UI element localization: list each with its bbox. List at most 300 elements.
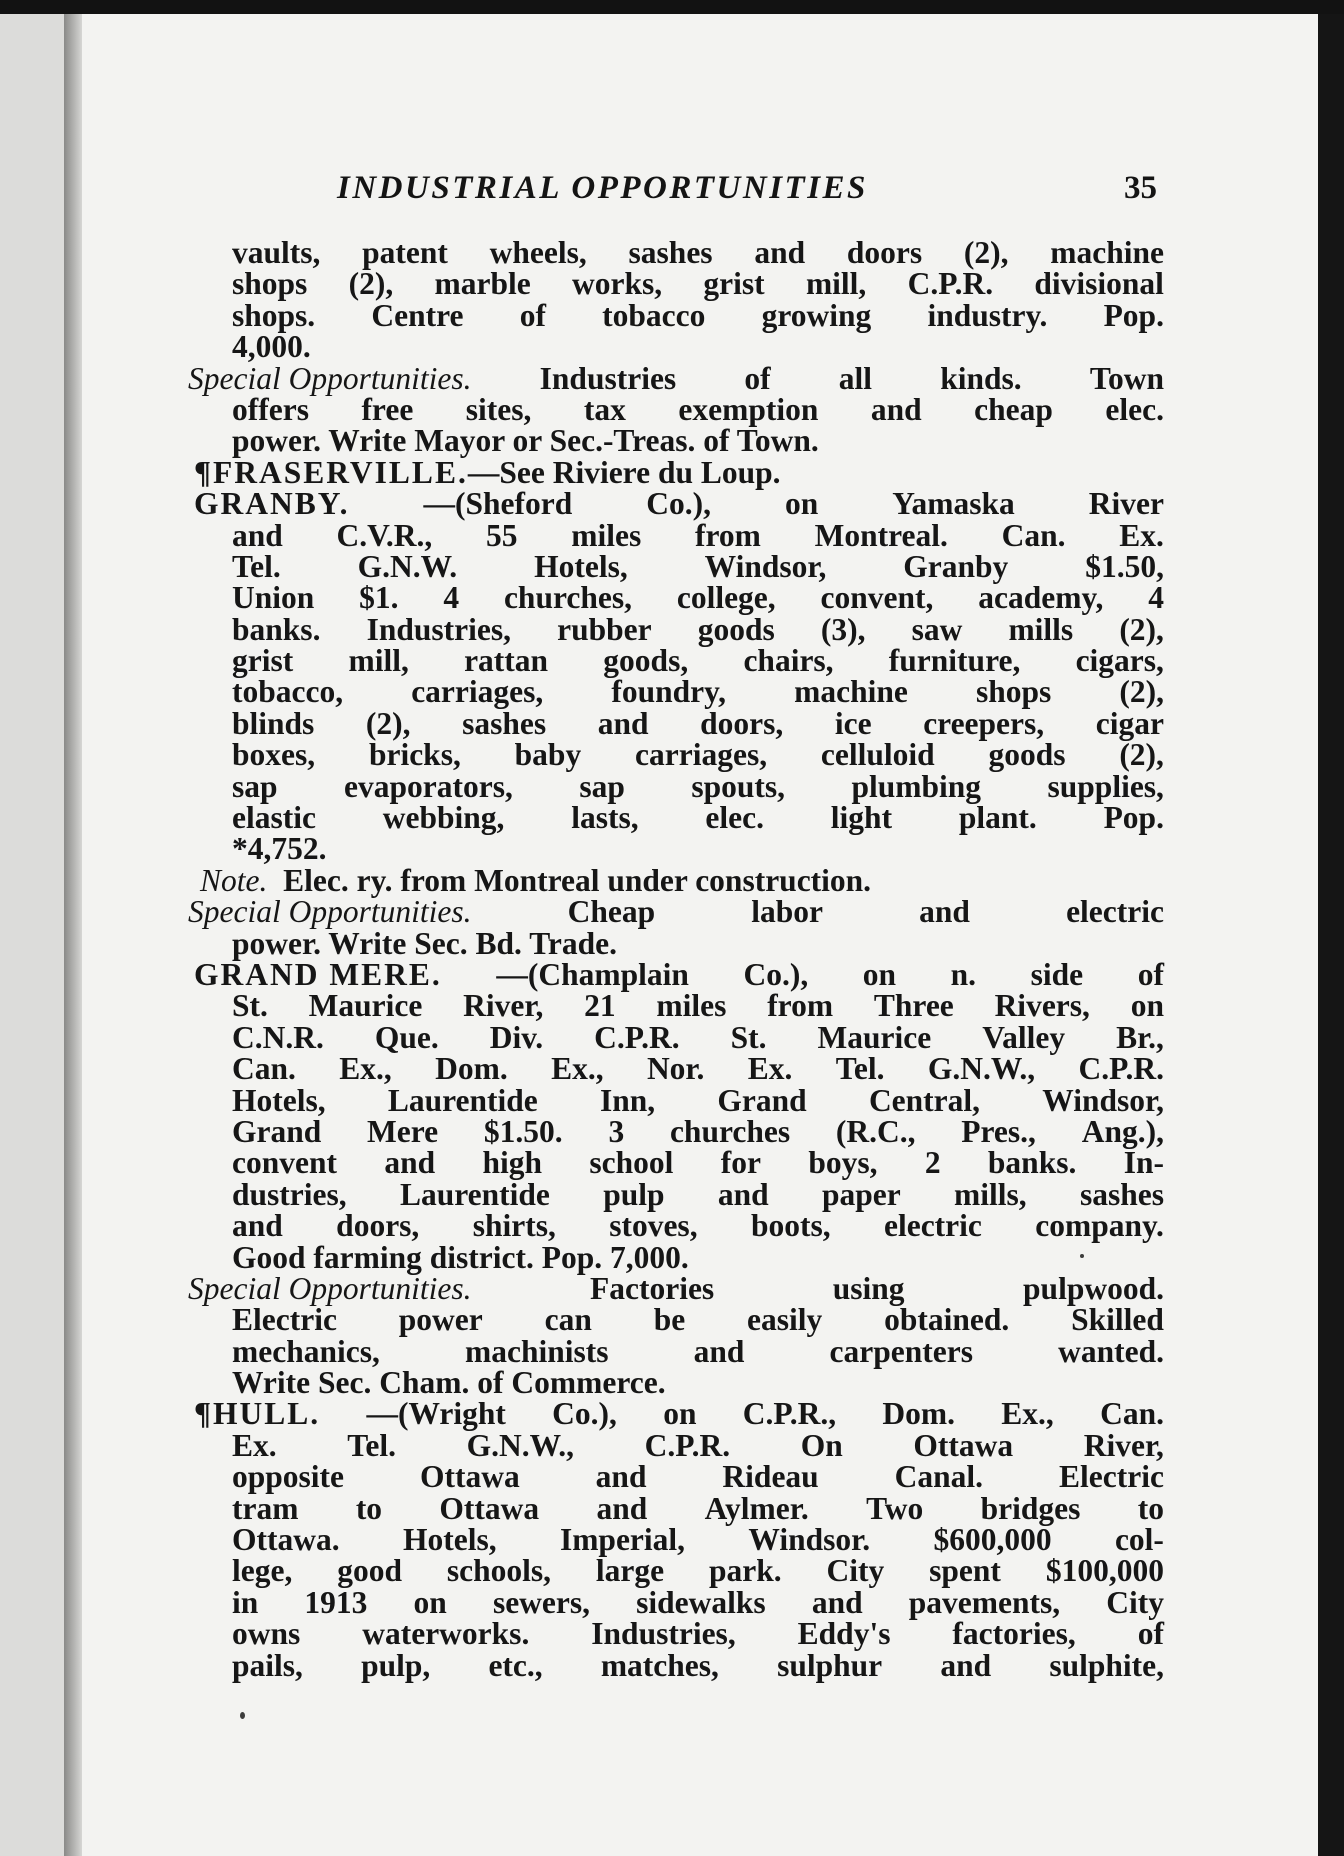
- word: Ex.,: [339, 1051, 392, 1087]
- word: Br.,: [1116, 1019, 1164, 1055]
- word: Rivers,: [994, 988, 1090, 1024]
- word: Skilled: [1071, 1302, 1164, 1338]
- word: $1.: [359, 580, 399, 616]
- word: 55: [485, 517, 518, 553]
- word: foundry,: [611, 674, 727, 710]
- place-name: ¶HULL.: [194, 1396, 321, 1432]
- word: Eddy's: [797, 1616, 891, 1652]
- note-label: Note.: [200, 862, 268, 898]
- word: convent: [232, 1145, 337, 1181]
- word: Ex.,: [551, 1051, 604, 1087]
- word: Ex.: [747, 1051, 793, 1087]
- page-number: 35: [1124, 170, 1157, 206]
- word: patent: [362, 235, 448, 270]
- word: webbing,: [382, 800, 505, 836]
- word: of: [744, 360, 771, 396]
- word: free: [361, 391, 414, 427]
- word: spent: [929, 1553, 1001, 1589]
- word: doors,: [336, 1208, 420, 1244]
- text-line: [188, 1051, 1164, 1087]
- word: banks.: [232, 611, 321, 647]
- word: Tel.: [347, 1427, 396, 1463]
- text-line: [188, 705, 1164, 741]
- word: pulp,: [361, 1647, 431, 1683]
- word: mill,: [348, 643, 409, 679]
- word: elastic: [232, 800, 316, 836]
- word: Industries: [539, 360, 677, 396]
- word: lasts,: [571, 800, 639, 836]
- word: park.: [709, 1553, 782, 1589]
- word: shops: [975, 674, 1052, 710]
- word: Central,: [868, 1082, 981, 1118]
- text-line: [188, 800, 1164, 836]
- word: Industries,: [591, 1616, 736, 1652]
- word: G.N.W.,: [466, 1427, 574, 1463]
- word: (R.C.,: [835, 1113, 916, 1149]
- word: Nor.: [646, 1051, 705, 1087]
- word: miles: [571, 517, 642, 553]
- word: stoves,: [609, 1208, 698, 1244]
- word: and: [717, 1176, 769, 1212]
- text-line: [188, 1647, 1164, 1683]
- text-line: [188, 1459, 1164, 1495]
- word: light: [830, 800, 893, 836]
- word: shirts,: [472, 1208, 556, 1244]
- word: Hotels,: [232, 1082, 326, 1118]
- word: paper: [821, 1176, 901, 1212]
- word: sashes: [628, 235, 713, 270]
- word: Ex.,: [1001, 1396, 1054, 1432]
- word: Tel.: [232, 548, 281, 584]
- word: Div.: [489, 1019, 544, 1055]
- word: side: [1030, 956, 1084, 992]
- text-line: power. Write Sec. Bd. Trade.: [232, 925, 617, 961]
- word: and: [811, 1584, 863, 1620]
- word: evaporators,: [344, 768, 513, 804]
- word: waterworks.: [362, 1616, 530, 1652]
- word: doors,: [700, 705, 784, 741]
- word: spouts,: [691, 768, 785, 804]
- word: cheap: [974, 391, 1053, 427]
- entry-hull: [188, 1396, 1164, 1432]
- word: high: [482, 1145, 543, 1181]
- word: boots,: [750, 1208, 831, 1244]
- text-line: [188, 237, 1164, 268]
- word: Laurentide: [387, 1082, 538, 1118]
- text-line: [188, 1145, 1164, 1181]
- word: Maurice: [817, 1019, 932, 1055]
- entry-text: —See Riviere du Loup.: [467, 454, 781, 490]
- word: $1.50.: [483, 1113, 563, 1149]
- word: Canal.: [894, 1459, 984, 1495]
- word: (2),: [1119, 674, 1164, 710]
- running-title: INDUSTRIAL OPPORTUNITIES: [337, 170, 868, 206]
- word: Union: [232, 580, 315, 616]
- word: academy,: [978, 580, 1104, 616]
- word: on: [1130, 988, 1164, 1024]
- word: in: [232, 1584, 259, 1620]
- word: and: [232, 1208, 283, 1244]
- special-opportunities-paragraph: [188, 894, 1164, 930]
- word: schools,: [446, 1553, 552, 1589]
- word: tobacco,: [232, 674, 344, 710]
- word: sulphite,: [1049, 1647, 1164, 1683]
- text-line: [188, 1490, 1164, 1526]
- section-label: Special Opportunities.: [188, 1270, 472, 1306]
- word: Ottawa: [419, 1459, 520, 1495]
- word: Factories: [590, 1270, 715, 1306]
- word: Pres.,: [961, 1113, 1036, 1149]
- word: River,: [1083, 1427, 1164, 1463]
- word: Two: [866, 1490, 924, 1526]
- word: convent,: [820, 580, 934, 616]
- word: tram: [232, 1490, 299, 1526]
- word: miles: [656, 988, 727, 1024]
- word: kinds.: [940, 360, 1022, 396]
- page-body: [188, 237, 1164, 1681]
- place-name: GRANBY.: [194, 486, 350, 522]
- word: In-: [1123, 1145, 1164, 1181]
- word: can: [544, 1302, 592, 1338]
- word: company.: [1035, 1208, 1164, 1244]
- word: wanted.: [1058, 1333, 1164, 1369]
- word: sidewalks: [636, 1584, 766, 1620]
- word: goods: [697, 611, 775, 647]
- word: Pop.: [1103, 297, 1164, 333]
- word: obtained.: [884, 1302, 1010, 1338]
- word: Centre: [371, 297, 464, 333]
- word: opposite: [232, 1459, 345, 1495]
- word: saw: [911, 611, 963, 647]
- word: pails,: [232, 1647, 303, 1683]
- word: Windsor,: [1042, 1082, 1164, 1118]
- word: plumbing: [851, 768, 982, 804]
- word: 21: [584, 988, 616, 1024]
- text-line: [188, 1019, 1164, 1055]
- word: sulphur: [777, 1647, 883, 1683]
- word: mills,: [954, 1176, 1027, 1212]
- text-line: [188, 517, 1164, 553]
- word: Inn,: [600, 1082, 656, 1118]
- word: and: [870, 391, 922, 427]
- word: be: [653, 1302, 686, 1338]
- entry-granby: [188, 486, 1164, 522]
- word: and: [940, 1647, 992, 1683]
- word: of: [519, 297, 546, 333]
- word: good: [337, 1553, 402, 1589]
- word: tobacco: [602, 297, 706, 333]
- word: Co.),: [646, 486, 711, 522]
- word: Hotels,: [534, 548, 628, 584]
- word: bricks,: [368, 737, 461, 773]
- word: mills: [1008, 611, 1074, 647]
- word: rattan: [464, 643, 549, 679]
- word: doors: [846, 235, 923, 270]
- word: sap: [579, 768, 625, 804]
- word: supplies,: [1047, 768, 1164, 804]
- word: etc.,: [488, 1647, 543, 1683]
- text-line: [188, 768, 1164, 804]
- word: shops: [232, 266, 308, 302]
- word: sap: [232, 768, 278, 804]
- word: Windsor,: [704, 548, 827, 584]
- text-line: [188, 1553, 1164, 1589]
- note-paragraph: [188, 862, 1164, 898]
- text-line: [188, 580, 1164, 616]
- word: wheels,: [489, 235, 587, 270]
- word: (2),: [963, 235, 1009, 270]
- word: carriages,: [635, 737, 768, 773]
- special-opportunities-paragraph: [188, 360, 1164, 396]
- word: Tel.: [835, 1051, 885, 1087]
- word: churches: [669, 1113, 791, 1149]
- text-line: [188, 1082, 1164, 1118]
- text-line: [188, 1176, 1164, 1212]
- word: Hotels,: [402, 1522, 497, 1558]
- word: (2),: [1119, 611, 1164, 647]
- word: ice: [834, 705, 872, 741]
- text-line: [188, 611, 1164, 647]
- word: factories,: [952, 1616, 1076, 1652]
- word: to: [1137, 1490, 1164, 1526]
- word: Grand: [717, 1082, 807, 1118]
- word: Pop.: [1103, 800, 1164, 836]
- word: 1913: [304, 1584, 368, 1620]
- text-line: [188, 737, 1164, 773]
- word: (2),: [365, 705, 411, 741]
- word: dustries,: [232, 1176, 347, 1212]
- word: n.: [950, 956, 977, 992]
- word: Imperial,: [559, 1522, 686, 1558]
- word: G.N.W.,: [927, 1051, 1036, 1087]
- text-line: [188, 1208, 1164, 1244]
- word: St.: [232, 988, 268, 1024]
- text-line: Good farming district. Pop. 7,000.: [232, 1239, 689, 1275]
- word: industry.: [927, 297, 1048, 333]
- word: —(Sheford: [423, 486, 573, 522]
- word: churches,: [503, 580, 632, 616]
- word: Rideau: [722, 1459, 819, 1495]
- text-line: 4,000.: [232, 329, 311, 365]
- word: Valley: [982, 1019, 1066, 1055]
- text-line: [188, 548, 1164, 584]
- word: —(Wright: [366, 1396, 506, 1432]
- ink-speck: [240, 1712, 245, 1719]
- word: celluloid: [820, 737, 935, 773]
- word: C.V.R.,: [336, 517, 433, 553]
- right-scan-border: [1318, 14, 1344, 1856]
- text-line: power. Write Mayor or Sec.-Treas. of Town.: [232, 423, 819, 459]
- word: growing: [761, 297, 872, 333]
- word: Mere: [367, 1113, 439, 1149]
- word: college,: [676, 580, 776, 616]
- word: and: [384, 1145, 436, 1181]
- word: chairs,: [743, 643, 834, 679]
- word: blinds: [232, 705, 315, 741]
- word: —(Champlain: [496, 956, 689, 992]
- word: sashes: [1079, 1176, 1164, 1212]
- word: offers: [232, 391, 309, 427]
- word: Grand: [232, 1113, 322, 1149]
- place-name: GRAND MERE.: [194, 956, 442, 992]
- word: marble: [434, 266, 531, 302]
- word: pulpwood.: [1023, 1270, 1164, 1306]
- word: Can.: [232, 1051, 296, 1087]
- text-line: [188, 1616, 1164, 1652]
- word: C.N.R.: [232, 1019, 324, 1055]
- word: easily: [747, 1302, 823, 1338]
- word: furniture,: [888, 643, 1021, 679]
- special-opportunities-paragraph: [188, 1270, 1164, 1306]
- word: to: [355, 1490, 383, 1526]
- word: Laurentide: [399, 1176, 550, 1212]
- word: and: [232, 517, 283, 553]
- text-line: [188, 1302, 1164, 1338]
- word: electric: [1066, 894, 1164, 930]
- text-line: [188, 643, 1164, 679]
- word: C.P.R.,: [742, 1396, 837, 1432]
- text-line: [188, 1522, 1164, 1558]
- word: Que.: [374, 1019, 439, 1055]
- page-gutter: [64, 14, 82, 1856]
- word: Windsor.: [748, 1522, 871, 1558]
- text-line: [188, 391, 1164, 427]
- word: Ex.: [1119, 517, 1164, 553]
- word: 3: [608, 1113, 625, 1149]
- word: matches,: [600, 1647, 719, 1683]
- word: Co.),: [552, 1396, 617, 1432]
- word: Maurice: [308, 988, 423, 1024]
- word: Ottawa: [913, 1427, 1014, 1463]
- word: and: [693, 1333, 745, 1369]
- word: City: [1106, 1584, 1164, 1620]
- word: mill,: [805, 266, 867, 302]
- word: Town: [1089, 360, 1164, 396]
- word: baby: [514, 737, 582, 773]
- word: machine: [794, 674, 908, 710]
- section-label: Special Opportunities.: [188, 360, 472, 396]
- text-line: [188, 297, 1164, 333]
- place-name: ¶FRASERVILLE.: [194, 454, 468, 490]
- text-line: [188, 988, 1164, 1024]
- text-line: [188, 674, 1164, 710]
- word: sites,: [465, 391, 532, 427]
- word: River: [1088, 486, 1164, 522]
- word: banks.: [987, 1145, 1077, 1181]
- word: machine: [1050, 235, 1164, 270]
- word: exemption: [678, 391, 819, 427]
- word: Yamaska: [892, 486, 1015, 522]
- word: Ottawa.: [232, 1522, 340, 1558]
- word: of: [1137, 956, 1164, 992]
- word: school: [589, 1145, 674, 1181]
- running-header: [0, 170, 1344, 212]
- text-line: *4,752.: [232, 831, 327, 867]
- word: tax: [583, 391, 626, 427]
- word: cigars,: [1075, 643, 1164, 679]
- text-line: [188, 266, 1164, 302]
- word: sewers,: [492, 1584, 591, 1620]
- word: on: [663, 1396, 697, 1432]
- ink-speck: [1080, 1254, 1084, 1258]
- word: G.N.W.: [357, 548, 458, 584]
- word: Dom.: [435, 1051, 508, 1087]
- word: cigar: [1095, 705, 1164, 741]
- word: St.: [730, 1019, 767, 1055]
- word: and: [754, 235, 806, 270]
- word: Electric: [1059, 1459, 1164, 1495]
- word: using: [832, 1270, 905, 1306]
- entry-grand-mere: [188, 956, 1164, 992]
- word: elec.: [705, 800, 764, 836]
- word: Electric: [232, 1302, 337, 1338]
- word: Cheap: [567, 894, 656, 930]
- word: owns: [232, 1616, 301, 1652]
- word: Ex.: [232, 1427, 277, 1463]
- word: mechanics,: [232, 1333, 380, 1369]
- word: works,: [572, 266, 663, 302]
- word: carpenters: [829, 1333, 973, 1369]
- word: 4: [1148, 580, 1164, 616]
- text-line: [188, 1333, 1164, 1369]
- word: power: [398, 1302, 483, 1338]
- word: Can.: [1100, 1396, 1164, 1432]
- word: Granby: [903, 548, 1009, 584]
- word: Co.),: [743, 956, 809, 992]
- word: bridges: [980, 1490, 1081, 1526]
- word: for: [720, 1145, 761, 1181]
- word: 4: [443, 580, 460, 616]
- word: on: [862, 956, 897, 992]
- entry-fraserville: [188, 454, 1164, 490]
- word: lege,: [232, 1553, 293, 1589]
- word: pulp: [603, 1176, 665, 1212]
- word: machinists: [464, 1333, 609, 1369]
- word: and: [597, 705, 649, 741]
- word: goods: [988, 737, 1066, 773]
- text-line: [188, 1427, 1164, 1463]
- word: Ang.),: [1081, 1113, 1164, 1149]
- word: electric: [883, 1208, 982, 1244]
- word: Dom.: [882, 1396, 956, 1432]
- note-text: Elec. ry. from Montreal under construction.: [283, 862, 872, 898]
- word: and: [919, 894, 970, 930]
- word: plant.: [958, 800, 1037, 836]
- word: carriages,: [411, 674, 544, 710]
- word: and: [595, 1459, 647, 1495]
- word: and: [596, 1490, 648, 1526]
- word: $100,000: [1045, 1553, 1164, 1589]
- text-line: [188, 1584, 1164, 1620]
- word: River,: [463, 988, 544, 1024]
- word: $600,000: [933, 1522, 1052, 1558]
- word: Can.: [1001, 517, 1066, 553]
- word: (3),: [820, 611, 866, 647]
- word: large: [595, 1553, 665, 1589]
- word: On: [800, 1427, 843, 1463]
- word: creepers,: [923, 705, 1045, 741]
- word: 2: [924, 1145, 941, 1181]
- text-line: [188, 1113, 1164, 1149]
- word: (2),: [1119, 737, 1164, 773]
- word: sashes: [462, 705, 547, 741]
- word: C.P.R.: [1078, 1051, 1164, 1087]
- word: C.P.R.: [907, 266, 994, 302]
- section-label: Special Opportunities.: [188, 894, 472, 930]
- word: vaults,: [232, 235, 321, 270]
- word: Aylmer.: [704, 1490, 809, 1526]
- word: Three: [873, 988, 954, 1024]
